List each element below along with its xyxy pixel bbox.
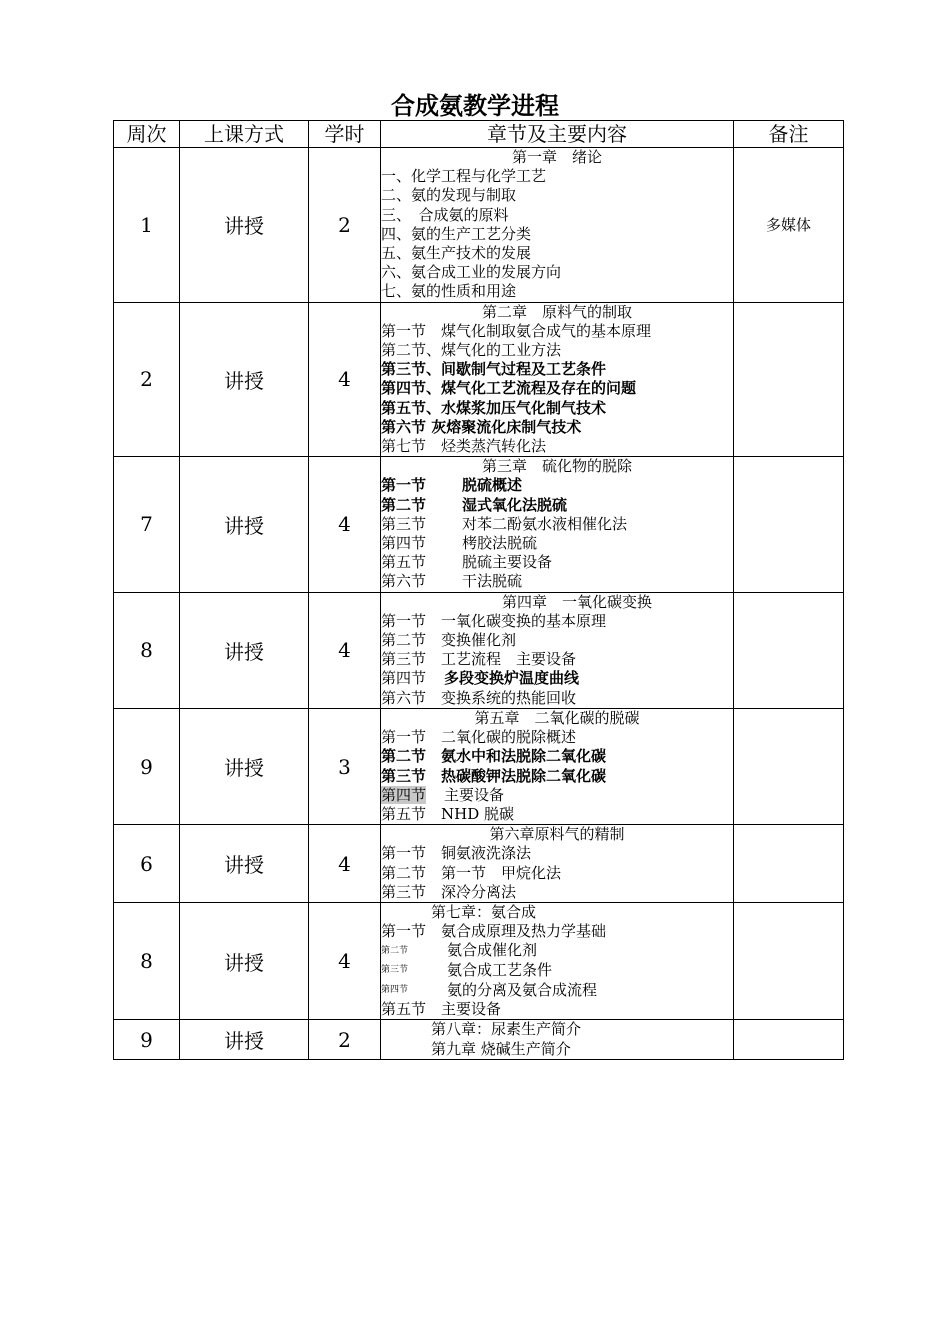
section-line: 二、氨的发现与制取: [381, 186, 517, 205]
section-text: 对苯二酚氨水液相催化法: [462, 514, 628, 533]
page-title: 合成氨教学进程: [391, 91, 559, 120]
section-text: 脱硫主要设备: [462, 553, 553, 572]
section-line: [381, 961, 733, 981]
section-line: [381, 669, 733, 688]
section-line: 第一节 氨合成原理及热力学基础: [381, 922, 607, 941]
section-line: 第三节 工艺流程 主要设备: [381, 650, 577, 669]
section-line: 第三节 热碳酸钾法脱除二氧化碳: [381, 766, 607, 785]
section-text: 多段变换炉温度曲线: [444, 669, 580, 688]
table-row: [114, 457, 844, 592]
table-row: [114, 708, 844, 824]
hours-cell: 4: [309, 302, 381, 457]
section-line: [381, 572, 733, 591]
section-line: 第五节 NHD 脱碳: [381, 804, 515, 823]
section-line: 第六节 灰熔聚流化床制气技术: [381, 417, 582, 436]
note-cell: [734, 592, 844, 708]
header-content: 章节及主要内容: [381, 121, 734, 148]
week-cell: 8: [114, 592, 180, 708]
section-text: 干法脱硫: [462, 572, 523, 591]
content-cell: [381, 592, 734, 708]
hours-cell: 4: [309, 902, 381, 1019]
section-line: 第二节、煤气化的工业方法: [381, 341, 562, 360]
section-line: 第九章 烧碱生产简介: [431, 1039, 571, 1058]
chapter-title: 第一章 绪论: [511, 148, 602, 166]
week-cell: 7: [114, 457, 180, 592]
content-cell: [381, 457, 734, 592]
mode-cell: 讲授: [180, 592, 309, 708]
section-line: 第一节 二氧化碳的脱除概述: [381, 728, 577, 747]
chapter-title: 第四章 一氧化碳变换: [501, 592, 652, 611]
section-line: [381, 553, 733, 572]
note-cell: [734, 302, 844, 457]
mode-cell: 讲授: [180, 148, 309, 303]
section-line: 第七节 烃类蒸汽转化法: [381, 437, 547, 456]
mode-cell: 讲授: [180, 1020, 309, 1059]
chapter-title: 第二章 原料气的制取: [481, 302, 632, 321]
chapter-title: 第五章 二氧化碳的脱碳: [474, 708, 640, 727]
week-cell: 2: [114, 302, 180, 457]
mode-cell: 讲授: [180, 708, 309, 824]
section-text: 主要设备: [444, 785, 505, 804]
section-line: [381, 515, 733, 534]
section-line: 第三节、间歇制气过程及工艺条件: [381, 360, 607, 379]
note-cell: [734, 825, 844, 903]
section-line: 第八章：尿素生产简介: [431, 1020, 582, 1039]
hours-cell: 2: [309, 1020, 381, 1059]
chapter-title: 第七章：氨合成: [431, 902, 537, 921]
mode-cell: 讲授: [180, 825, 309, 903]
note-cell: 多媒体: [734, 148, 844, 303]
section-line: 第一节 一氧化碳变换的基本原理: [381, 611, 607, 630]
section-number: 第二节: [381, 495, 427, 514]
section-line: 第一节 铜氨液洗涤法: [381, 844, 532, 863]
chapter-title: 第六章原料气的精制: [489, 825, 625, 844]
section-number: 第四节: [381, 534, 427, 553]
section-number-small: 第二节: [381, 945, 409, 956]
schedule-table: [113, 120, 844, 1060]
section-line: 第六节 变换系统的热能回收: [381, 688, 577, 707]
table-row: [114, 825, 844, 903]
section-number: 第三节: [381, 514, 427, 533]
section-text: 氨合成工艺条件: [447, 960, 553, 979]
mode-cell: 讲授: [180, 457, 309, 592]
section-number: 第六节: [381, 572, 427, 591]
section-text: 脱硫概述: [462, 476, 523, 495]
note-cell: [734, 1020, 844, 1059]
content-cell: [381, 302, 734, 457]
note-cell: [734, 902, 844, 1019]
section-line: 第二节 氨水中和法脱除二氧化碳: [381, 747, 607, 766]
section-line: 第五节 主要设备: [381, 1000, 502, 1019]
section-number: 第四节: [381, 669, 427, 688]
header-mode: 上课方式: [180, 121, 309, 148]
hours-cell: 3: [309, 708, 381, 824]
section-line: [381, 981, 733, 1001]
section-number: 第五节: [381, 553, 427, 572]
section-line: 七、氨的性质和用途: [381, 282, 517, 301]
week-cell: 6: [114, 825, 180, 903]
section-number-highlighted: 第四节: [381, 785, 427, 804]
week-cell: 9: [114, 1020, 180, 1059]
chapter-title: 第三章 硫化物的脱除: [481, 457, 632, 476]
section-line: 四、氨的生产工艺分类: [381, 224, 532, 243]
mode-cell: 讲授: [180, 302, 309, 457]
section-line: 第五节、水煤浆加压气化制气技术: [381, 398, 607, 417]
section-line: [381, 941, 733, 961]
section-line: [381, 534, 733, 553]
section-line: [381, 786, 733, 805]
table-row: [114, 592, 844, 708]
section-number: 第一节: [381, 476, 427, 495]
section-line: 五、氨生产技术的发展: [381, 244, 532, 263]
table-row: [114, 302, 844, 457]
header-hours: 学时: [309, 121, 381, 148]
section-line: 第四节、煤气化工艺流程及存在的问题: [381, 379, 637, 398]
section-line: 六、氨合成工业的发展方向: [381, 263, 562, 282]
section-number-small: 第三节: [381, 965, 409, 976]
hours-cell: 4: [309, 825, 381, 903]
hours-cell: 2: [309, 148, 381, 303]
note-cell: [734, 708, 844, 824]
section-text: 湿式氧化法脱硫: [462, 495, 568, 514]
table-row: [114, 1020, 844, 1059]
content-cell: [381, 902, 734, 1019]
section-line: 第二节 变换催化剂: [381, 631, 517, 650]
section-line: 一、化学工程与化学工艺: [381, 167, 547, 186]
header-week: 周次: [114, 121, 180, 148]
section-line: [381, 476, 733, 495]
week-cell: 9: [114, 708, 180, 824]
section-line: [381, 496, 733, 515]
note-cell: [734, 457, 844, 592]
section-line: 第一节 煤气化制取氨合成气的基本原理: [381, 321, 652, 340]
section-text: 氨合成催化剂: [447, 941, 538, 960]
section-text: 栲胶法脱硫: [462, 534, 538, 553]
content-cell: [381, 1020, 734, 1059]
content-cell: [381, 825, 734, 903]
hours-cell: 4: [309, 592, 381, 708]
section-line: 第三节 深冷分离法: [381, 882, 517, 901]
hours-cell: 4: [309, 457, 381, 592]
table-row: [114, 148, 844, 303]
header-note: 备注: [734, 121, 844, 148]
week-cell: 1: [114, 148, 180, 303]
content-cell: [381, 148, 734, 303]
header-row: [114, 121, 844, 148]
section-number-small: 第四节: [381, 984, 409, 995]
mode-cell: 讲授: [180, 902, 309, 1019]
section-text: 氨的分离及氨合成流程: [447, 980, 598, 999]
section-line: 三、 合成氨的原料: [381, 205, 509, 224]
section-line: 第二节 第一节 甲烷化法: [381, 863, 562, 882]
week-cell: 8: [114, 902, 180, 1019]
content-cell: [381, 708, 734, 824]
table-row: [114, 902, 844, 1019]
